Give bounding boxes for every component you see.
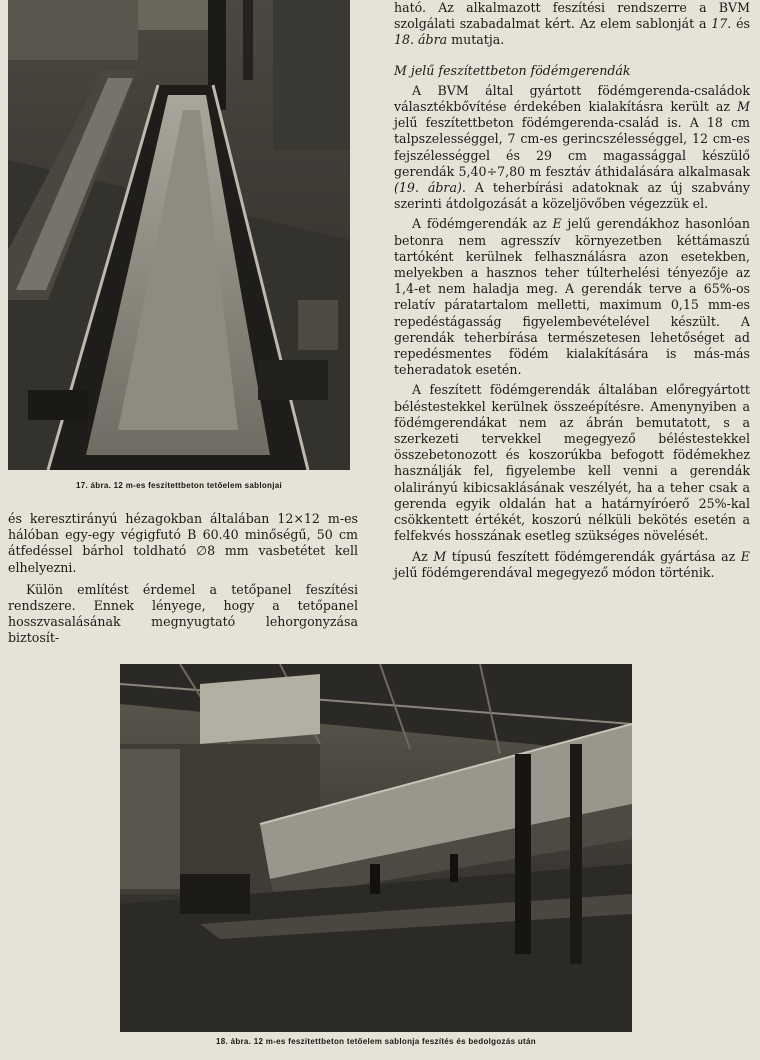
section-heading: M jelű feszítettbeton födémgerendák [394,62,631,78]
right-paragraph-4: Az M típusú feszített födémgerendák gyártása az E jelű födémgerendával megegyező módon történik. [394,548,750,580]
figure-18-photo [120,664,632,1032]
right-paragraph-3: A feszített födémgerendák általában előregyártott béléstestekkel kerülnek összeépítésre. Amenynyiben a födémgerendákat nem az ábrán bemutatott, s a szerkezeti tervekkel megegyező béléstestekkel összebetonozott és koszorúkba befogott födémekhez használják fel, figyelembe kell venni a gerendák olalirányú kibicsaklásának veszélyét, ha a teher csak a gerenda egyik oldalán hat a határnyíróerő 25%-kal csökkentett értékét, koszorú nélküli bekötés esetén a felfekvés hosszának esetleg szükséges növelését. [394,382,750,544]
left-paragraph-1: és keresztirányú hézagokban általában 12×12 m-es hálóban egy-egy végigfutó B 60.40 minőségű, 50 cm átfedéssel bárhol toldható ∅8 mm vasbetétet kell elhelyezni. [8,511,358,575]
right-text-column [394,0,750,581]
left-text-column [8,511,358,647]
right-paragraph-0: ható. Az alkalmazott feszítési rendszerre a BVM szolgálati szabadalmat kért. Az elem sablonját a 17. és 18. ábra mutatja. [394,0,750,48]
figure-17-caption: 17. ábra. 12 m-es feszitettbeton tetőelem sablonjai [75,481,283,490]
figure-18-caption: 18. ábra. 12 m-es feszitettbeton tetőelem sablonja feszítés és bedolgozás után [216,1037,536,1046]
right-paragraph-2: A födémgerendák az E jelű gerendákhoz hasonlóan betonra nem agresszív környezetben kéttámaszú tartóként kerülnek felhasználásra azon esetekben, melyekben a hasznos teher túlterhelési tényezője az 1,4-et nem haladja meg. A gerendák terve a 65%-os relatív páratartalom melletti, maximum 0,15 mm-es repedéstágasság figyelembevételével készült. A gerendák teherbírása természetesen lehetőséget ad repedésmentes födém kialakítására is más-más teheradatok esetén. [394,216,750,378]
right-paragraph-1: A BVM által gyártott födémgerenda-családok választékbővítése érdekében kialakításra került az M jelű feszítettbeton födémgerenda-család is. A 18 cm talpszelességgel, 7 cm-es gerincszélességgel, 12 cm-es fejszélességgel és 29 cm magassággal készülő gerendák 5,40÷7,80 m fesztáv áthidalására alkalmasak (19. ábra). A teherbírási adatoknak az új szabvány szerinti átdolgozását a közeljövőben végezzük el. [394,82,750,212]
formwork-bed-photo [8,0,350,470]
figure-17-photo [8,0,350,470]
factory-hall-photo [120,664,632,1032]
left-paragraph-2: Külön említést érdemel a tetőpanel feszítési rendszere. Ennek lényege, hogy a tetőpanel hosszvasalásának megnyugtató lehorgonyzása biztosít- [8,581,358,646]
